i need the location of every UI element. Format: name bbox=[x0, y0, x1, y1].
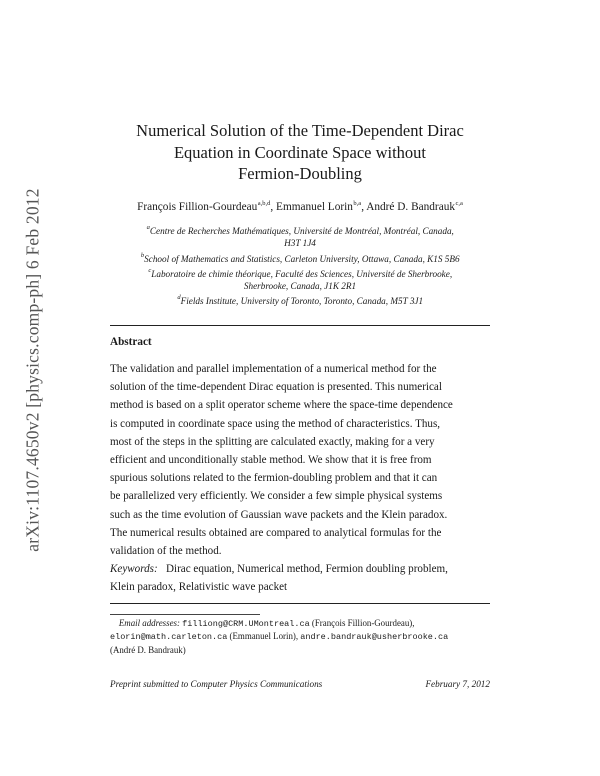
title-line: Fermion-Doubling bbox=[238, 164, 362, 183]
email-link[interactable]: filliong@CRM.UMontreal.ca bbox=[182, 619, 310, 629]
author-affil-mark: c,a bbox=[455, 200, 463, 207]
keywords-line bbox=[110, 560, 490, 578]
affiliation-line bbox=[105, 265, 495, 280]
abstract-line: The validation and parallel implementation of a numerical method for the bbox=[110, 363, 437, 375]
arxiv-id: arXiv:1107.4650v2 [physics.comp-ph] 6 Feb 2012 bbox=[22, 188, 43, 552]
email-label: Email addresses: bbox=[118, 618, 180, 628]
footnote-line: (André D. Bandrauk) bbox=[110, 644, 186, 655]
affil-mark: c bbox=[148, 266, 152, 274]
arxiv-stamp bbox=[18, 155, 48, 585]
affil-mark: d bbox=[177, 294, 181, 302]
preprint-note: Preprint submitted to Computer Physics Communications bbox=[110, 679, 323, 689]
preprint-date: February 7, 2012 bbox=[425, 679, 490, 689]
footnote-line bbox=[110, 617, 490, 630]
abstract-line: method is based on a split operator scheme where the space-time dependence bbox=[110, 399, 453, 412]
affil-text: School of Mathematics and Statistics, Carleton University, Ottawa, Canada, K1S 5B6 bbox=[144, 253, 460, 264]
author-list bbox=[80, 200, 520, 213]
email-owner: (Emmanuel Lorin), bbox=[227, 631, 301, 642]
abstract-line: efficient and unconditionally stable method. We show that it is free from bbox=[110, 454, 432, 467]
title-line: Numerical Solution of the Time-Dependent Dirac bbox=[136, 121, 464, 140]
footnote-line bbox=[110, 630, 490, 643]
abstract-heading: Abstract bbox=[110, 336, 152, 348]
affil-text: Fields Institute, University of Toronto, Toronto, Canada, M5T 3J1 bbox=[180, 296, 424, 307]
affil-mark: a bbox=[146, 224, 150, 231]
email-link[interactable]: andre.bandrauk@usherbrooke.ca bbox=[300, 632, 449, 643]
author-affil-mark: a,b,d bbox=[257, 200, 271, 207]
footnote-rule bbox=[110, 614, 260, 615]
paper-title bbox=[110, 120, 490, 185]
abstract-line: be parallelized very efficiently. We consider a few simple physical systems bbox=[110, 490, 443, 503]
abstract-body bbox=[110, 360, 490, 597]
abstract-line: is computed in coordinate space using the method of characteristics. Thus, bbox=[110, 417, 441, 430]
abstract-line: such as the time evolution of Gaussian wave packets and the Klein paradox. bbox=[110, 508, 448, 521]
affiliation-line bbox=[105, 292, 495, 307]
affiliation-line: H3T 1J4 bbox=[284, 238, 316, 249]
abstract-top-rule bbox=[110, 325, 490, 326]
keywords-text: Dirac equation, Numerical method, Fermion doubling problem, bbox=[166, 563, 448, 576]
author-affil-mark: b,a bbox=[353, 200, 362, 207]
abstract-line: most of the steps in the splitting are calculated exactly, making for a very bbox=[110, 435, 435, 448]
affil-text: Laboratoire de chimie théorique, Faculté des Sciences, Université de Sherbrooke, bbox=[151, 268, 453, 279]
author-separator: , bbox=[361, 201, 367, 213]
email-owner: (François Fillion-Gourdeau), bbox=[309, 618, 415, 628]
affiliations bbox=[105, 222, 495, 308]
affiliation-line bbox=[105, 222, 495, 237]
affiliation-line: Sherbrooke, Canada, J1K 2R1 bbox=[243, 281, 357, 292]
author-name: Emmanuel Lorin bbox=[276, 201, 353, 213]
keywords-line: Klein paradox, Relativistic wave packet bbox=[110, 581, 288, 594]
author-separator: , bbox=[270, 201, 277, 213]
abstract-line: spurious solutions related to the fermion-doubling problem and that it can bbox=[110, 472, 438, 485]
affil-text: Centre de Recherches Mathématiques, Université de Montréal, Montréal, Canada, bbox=[149, 226, 454, 236]
abstract-line: The numerical results obtained are compared to analytical formulas for the bbox=[110, 526, 442, 539]
abstract-bottom-rule bbox=[110, 603, 490, 604]
title-line: Equation in Coordinate Space without bbox=[173, 142, 427, 162]
affil-mark: b bbox=[140, 251, 145, 259]
affiliation-line bbox=[105, 250, 495, 265]
author-name: François Fillion-Gourdeau bbox=[137, 201, 258, 213]
abstract-line: solution of the time-dependent Dirac equation is presented. This numerical bbox=[110, 381, 442, 394]
abstract-line: validation of the method. bbox=[110, 545, 222, 558]
keywords-label: Keywords: bbox=[110, 563, 158, 576]
author-name: André D. Bandrauk bbox=[366, 201, 455, 213]
footnote-emails bbox=[110, 617, 490, 656]
email-link[interactable]: elorin@math.carleton.ca bbox=[110, 632, 228, 643]
